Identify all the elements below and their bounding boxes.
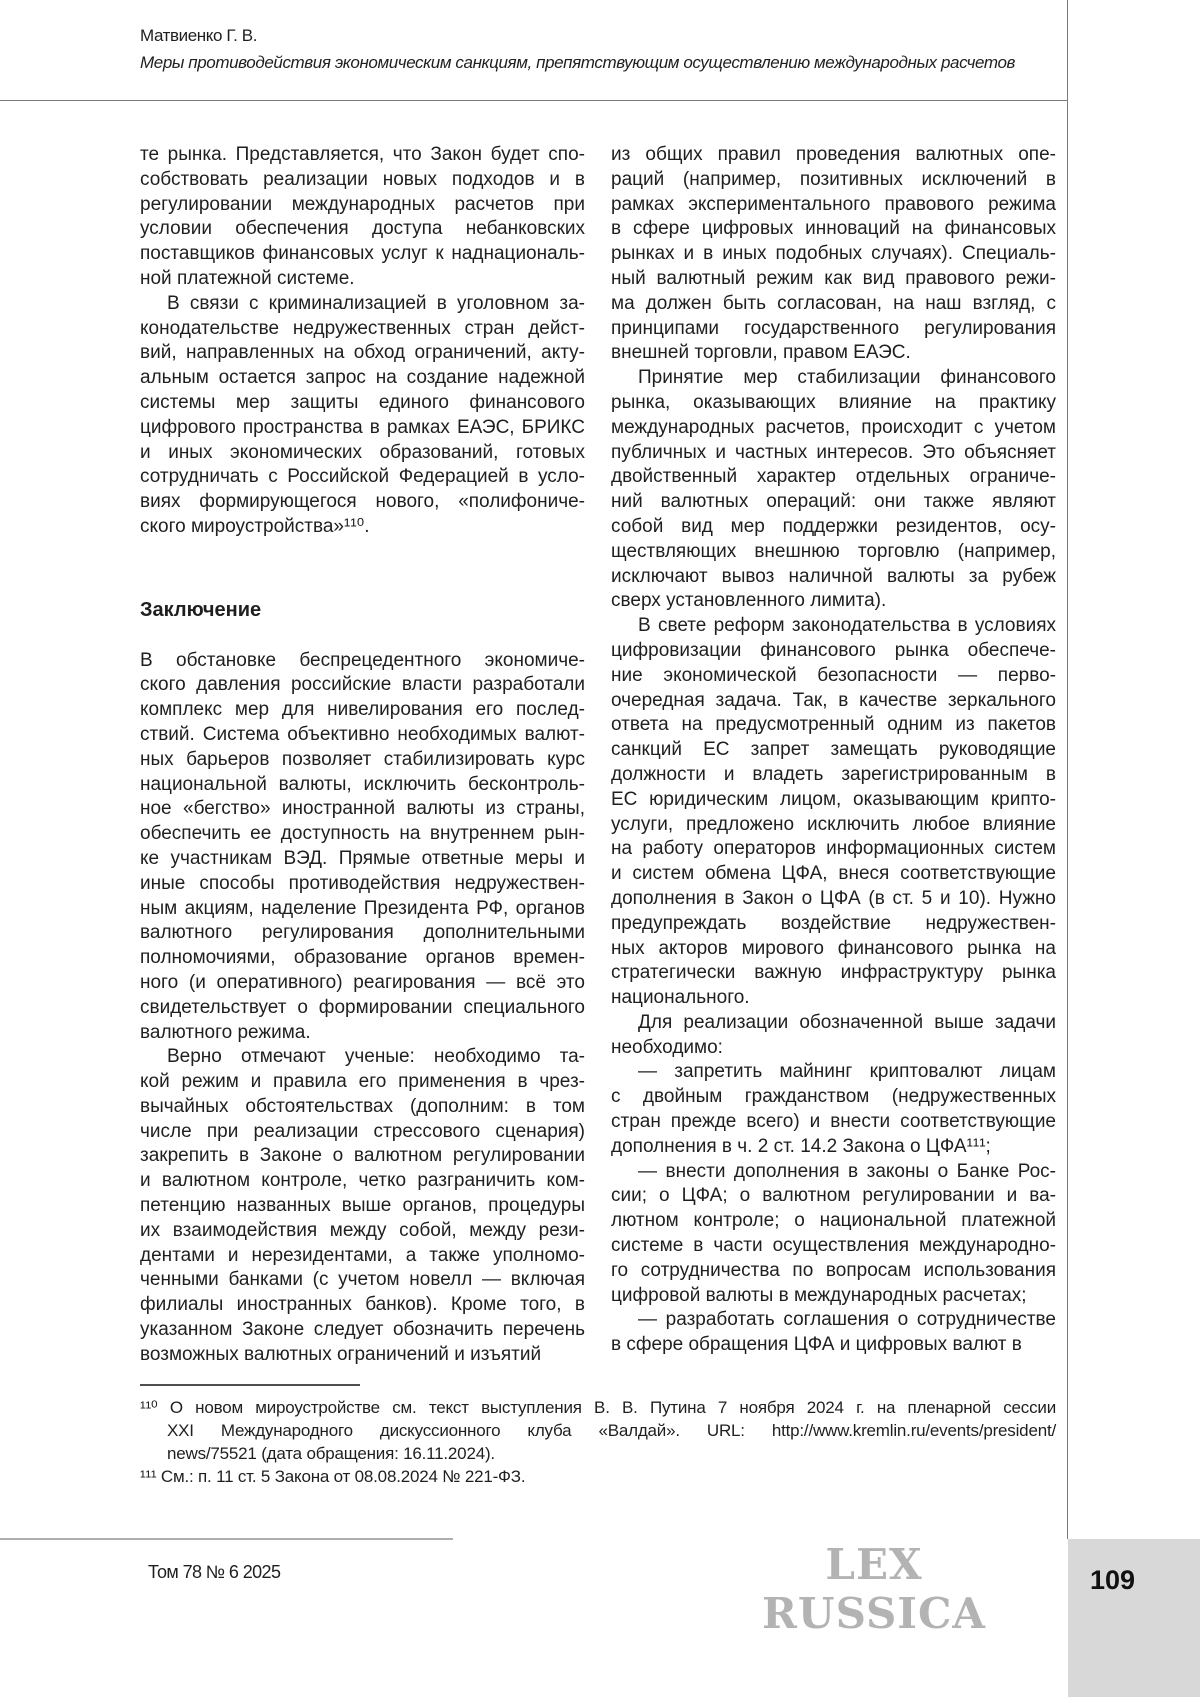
text-line: рынка, оказывающих влияние на практику	[611, 391, 1056, 413]
text-line: условии обеспечения доступа небанковских	[140, 218, 585, 240]
paragraph	[140, 1045, 585, 1367]
text-line: их взаимодействия между собой, между рези-	[140, 1219, 585, 1241]
text-line: свидетельствует о формировании специального	[140, 996, 585, 1018]
text-line: цифрового пространства в рамках ЕАЭС, БРИКС	[140, 416, 585, 438]
text-line: принципами государственного регулирования	[611, 317, 1056, 339]
text-line: — внести дополнения в законы о Банке Рос-	[638, 1160, 1056, 1182]
text-line: стратегически важную инфраструктуру рынка	[611, 962, 1056, 984]
text-line: обеспечить ее доступность на внутреннем рын-	[140, 823, 585, 845]
header-rule	[0, 100, 1067, 101]
text-line: возможных валютных ограничений и изъятий	[140, 1343, 542, 1365]
page-number: 109	[1090, 1565, 1136, 1595]
paragraph-continuation	[140, 143, 585, 292]
text-line: вий, направленных на обход ограничений, акту-	[140, 342, 585, 364]
text-line: Принятие мер стабилизации финансового	[638, 367, 1056, 389]
text-line: очередная задача. Так, в качестве зеркального	[611, 689, 1056, 711]
text-line: регулировании международных расчетов при	[140, 193, 585, 215]
text-line: дополнения в Закон о ЦФА (в ст. 5 и 10). Нужно	[611, 887, 1056, 909]
paragraph	[611, 614, 1056, 1011]
text-line: международных расчетов, происходит с учетом	[611, 416, 1056, 438]
running-head-article-title: Меры противодействия экономическим санкциям, препятствующим осуществлению международных расчетов	[140, 53, 1015, 72]
right-column	[611, 143, 1056, 1368]
footnote-110	[140, 1396, 1056, 1465]
text-line: сверх установленного лимита).	[611, 590, 887, 612]
text-line: публичных и частных интересов. Это объясняет	[611, 441, 1056, 463]
list-item-dash	[611, 1160, 1056, 1309]
text-line: комплекс мер для нивелирования его послед-	[140, 699, 585, 721]
text-line: рамках экспериментального правового режима	[611, 193, 1056, 215]
text-line: числе при реализации стрессового сценария)	[140, 1120, 585, 1142]
text-line: В свете реформ законодательства в условиях	[638, 615, 1056, 637]
text-line: системы мер защиты единого финансового	[140, 391, 585, 413]
text-line: ного (и оперативного) реагирования — всё это	[140, 971, 585, 993]
list-item-dash	[611, 1308, 1056, 1358]
text-line: сотрудничать с Российской Федерацией в усло-	[140, 466, 585, 488]
text-line: Для реализации обозначенной выше задачи	[638, 1011, 1056, 1033]
text-line: ный валютный режим как вид правового режи-	[611, 267, 1056, 289]
paragraph	[140, 649, 585, 1046]
text-line: в сфере цифровых инноваций на финансовых	[611, 218, 1056, 240]
text-line: ных барьеров позволяет стабилизировать курс	[140, 748, 585, 770]
text-line: ствий. Система объективно необходимых валют-	[140, 723, 585, 745]
text-line: XXI Международного дискуссионного клуба «Валдай». URL: http://www.kremlin.ru/events/president/	[167, 1421, 1056, 1440]
text-line: собой вид мер поддержки резидентов, осу-	[611, 515, 1056, 537]
running-head	[140, 26, 1040, 73]
text-line: ке участникам ВЭД. Прямые ответные меры и	[140, 847, 585, 869]
text-line: и систем обмена ЦФА, внеся соответствующие	[611, 863, 1056, 885]
text-line: ма должен быть согласован, на наш взгляд, с	[611, 292, 1056, 314]
journal-logo: LEX RUSSICA	[762, 1540, 986, 1638]
text-line: национальной валюты, исключить бесконтроль-	[140, 773, 585, 795]
text-line: ¹¹⁰ О новом мироустройстве см. текст выступления В. В. Путина 7 ноября 2024 г. на пленарной сессии	[140, 1398, 1056, 1417]
footnote-111	[140, 1465, 1056, 1488]
text-line: го сотрудничества по вопросам использования	[611, 1259, 1056, 1281]
page-number-box	[1068, 1539, 1200, 1697]
text-line: виях формирующегося нового, «полифониче-	[140, 491, 585, 513]
text-line: поставщиков финансовых услуг к наднациональ-	[140, 243, 585, 265]
section-heading-conclusion: Заключение	[140, 598, 262, 621]
text-line: валютного режима.	[140, 1021, 311, 1043]
text-line: ных акторов мирового финансового рынка на	[611, 937, 1056, 959]
list-item-dash	[611, 1060, 1056, 1159]
text-line: указанном Законе следует обозначить перечень	[140, 1319, 585, 1341]
text-line: ченными банками (с учетом новелл — включая	[140, 1269, 585, 1291]
footnote-separator	[140, 1384, 360, 1386]
text-line: Верно отмечают ученые: необходимо та-	[167, 1046, 585, 1068]
text-line: В связи с криминализацией в уголовном за-	[167, 292, 585, 314]
text-line: кой режим и правила его применения в чрез-	[140, 1071, 585, 1093]
text-line: ществляющих внешнюю торговлю (например,	[611, 540, 1056, 562]
text-line: раций (например, позитивных исключений в	[611, 168, 1056, 190]
text-line: дентами и нерезидентами, а также уполномо-	[140, 1244, 585, 1266]
text-line: двойственный характер отдельных ограниче-	[611, 466, 1056, 488]
text-line: конодательстве недружественных стран дейст-	[140, 317, 585, 339]
text-line: предупреждать воздействие недружествен-	[611, 912, 1056, 934]
text-line: ответа на предусмотренный одним из пакетов	[611, 714, 1056, 736]
paragraph-continuation	[611, 143, 1056, 366]
text-line: ным акциям, наделение Президента РФ, органов	[140, 897, 585, 919]
text-line: альным остается запрос на создание надежной	[140, 367, 585, 389]
text-line: на работу операторов информационных систем	[611, 838, 1056, 860]
text-line: news/75521 (дата обращения: 16.11.2024).	[167, 1444, 495, 1463]
text-line: услуги, предложено исключить любое влияние	[611, 813, 1056, 835]
text-line: лютном контроле; о национальной платежной	[611, 1210, 1056, 1232]
text-line: закрепить в Законе о валютном регулировании	[140, 1145, 585, 1167]
vertical-rule	[1067, 0, 1068, 1539]
text-line: иные способы противодействия недружествен-	[140, 872, 585, 894]
text-line: исключают вывоз наличной валюты за рубеж	[611, 565, 1056, 587]
text-line: филиалы иностранных банков). Кроме того, в	[140, 1294, 585, 1316]
text-line: полномочиями, образование органов времен-	[140, 947, 585, 969]
text-line: цифровизации финансового рынка обеспече-	[611, 639, 1056, 661]
text-line: национального.	[611, 987, 750, 1009]
paragraph	[140, 292, 585, 540]
text-line: системе в части осуществления международно-	[611, 1235, 1056, 1257]
text-line: валютного регулирования дополнительными	[140, 922, 585, 944]
text-line: ний валютных операций: они также являют	[611, 491, 1056, 513]
text-line: петенцию названных выше органов, процедуры	[140, 1195, 585, 1217]
text-line: цифровой валюты в международных расчетах;	[611, 1284, 1027, 1306]
text-line: рынках и в иных подобных случаях). Специаль-	[611, 243, 1056, 265]
text-line: ной платежной системе.	[140, 267, 355, 289]
text-line: ние экономической безопасности — перво-	[611, 664, 1056, 686]
text-line: те рынка. Представляется, что Закон будет спо-	[140, 144, 585, 165]
paragraph	[611, 1011, 1056, 1061]
text-line: сии; о ЦФА; о валютном регулировании и ва-	[611, 1185, 1056, 1207]
text-line: дополнения в ч. 2 ст. 14.2 Закона о ЦФА¹¹¹;	[611, 1135, 991, 1157]
text-line: ского мироустройства»¹¹⁰.	[140, 515, 370, 537]
text-line: с двойным гражданством (недружественных	[611, 1086, 1056, 1108]
text-line: ное «бегство» иностранной валюты из страны,	[140, 798, 585, 820]
text-line: и валютном контроле, четко разграничить ком-	[140, 1170, 585, 1192]
text-line: санкций ЕС запрет замещать руководящие	[611, 739, 1056, 761]
text-line: необходимо:	[611, 1036, 723, 1058]
text-line: собствовать реализации новых подходов и в	[140, 168, 585, 190]
text-line: вычайных обстоятельствах (дополним: в том	[140, 1095, 585, 1117]
article-body	[140, 143, 1056, 1368]
text-line: В обстановке беспрецедентного экономиче-	[140, 649, 585, 671]
text-line: — запретить майнинг криптовалют лицам	[638, 1061, 1056, 1083]
footer-rule	[0, 1538, 453, 1540]
text-line: ЕС юридическим лицом, оказывающим крипто-	[611, 788, 1056, 810]
paragraph	[611, 366, 1056, 614]
volume-issue-label: Том 78 № 6 2025	[148, 1562, 281, 1582]
left-column	[140, 143, 585, 1368]
running-head-author: Матвиенко Г. В.	[140, 26, 258, 45]
text-line: стран прежде всего) и внести соответствующие	[611, 1111, 1056, 1133]
text-line: внешней торговли, правом ЕАЭС.	[611, 342, 911, 364]
text-line: ¹¹¹ См.: п. 11 ст. 5 Закона от 08.08.2024 № 221-ФЗ.	[140, 1467, 526, 1486]
text-line: — разработать соглашения о сотрудничестве	[638, 1309, 1056, 1331]
text-line: ского давления российские власти разработали	[140, 674, 585, 696]
footnotes	[140, 1396, 1056, 1488]
text-line: и иных экономических образований, готовых	[140, 441, 585, 463]
text-line: в сфере обращения ЦФА и цифровых валют в	[611, 1334, 1022, 1356]
text-line: должности и владеть зарегистрированным в	[611, 763, 1056, 785]
text-line: из общих правил проведения валютных опе-	[611, 144, 1056, 165]
